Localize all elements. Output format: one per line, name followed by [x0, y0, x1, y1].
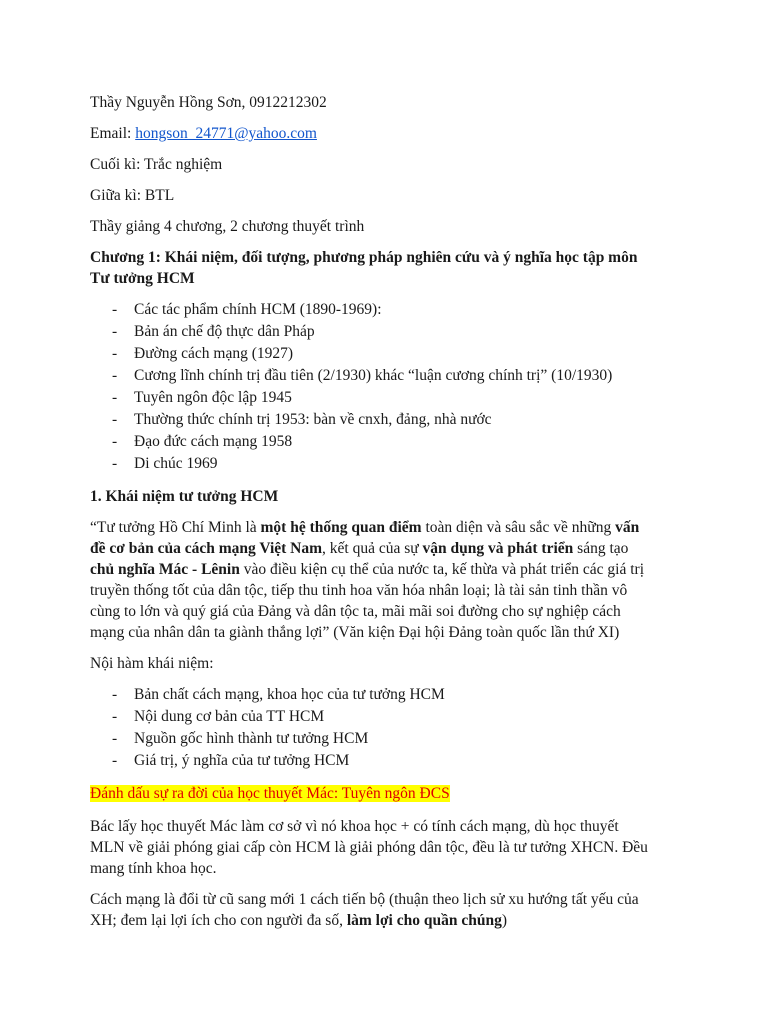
quote-bold: vấn	[615, 519, 640, 536]
list-item: - Nguồn gốc hình thành tư tưởng HCM	[134, 728, 688, 750]
connotation-label: Nội hàm khái niệm:	[90, 655, 214, 672]
quote-line-2	[90, 538, 688, 559]
final-exam-line: Cuối kì: Trắc nghiệm	[90, 156, 223, 173]
chapter1-title	[90, 247, 688, 289]
email-label: Email:	[90, 125, 136, 142]
quote-bold: vận dụng và phát triển	[422, 540, 574, 557]
paragraph-marx	[90, 816, 688, 879]
list-item: - Giá trị, ý nghĩa của tư tưởng HCM	[134, 750, 688, 772]
list-item: - Nội dung cơ bản của TT HCM	[134, 706, 688, 728]
highlight-line	[90, 783, 688, 804]
para2-line-1: Cách mạng là đổi từ cũ sang mới 1 cách tiến bộ (thuận theo lịch sử xu hướng tất yếu của	[90, 891, 639, 908]
connotation-list	[90, 684, 688, 772]
list-item: - Đạo đức cách mạng 1958	[134, 431, 688, 453]
para1-line-2: MLN về giải phóng giai cấp còn HCM là giải phóng dân tộc, đều là tư tưởng XHCN. Đều	[90, 839, 648, 856]
quote-text: toàn diện và sâu sắc về những	[421, 519, 616, 536]
chapter1-title-line2: Tư tưởng HCM	[90, 270, 195, 287]
para2-text: XH; đem lại lợi ích cho con người đa số,	[90, 912, 347, 929]
list-item: - Tuyên ngôn độc lập 1945	[134, 387, 688, 409]
quote-line-6: mạng của nhân dân ta giành thắng lợi” (Văn kiện Đại hội Đảng toàn quốc lần thứ XI)	[90, 624, 620, 641]
quote-bold: đề cơ bản của cách mạng Việt Nam	[90, 540, 323, 557]
list-item: - Bản chất cách mạng, khoa học của tư tưởng HCM	[134, 684, 688, 706]
para2-line-2	[90, 910, 688, 931]
list-item: - Các tác phẩm chính HCM (1890-1969):	[134, 299, 688, 321]
quote-line-5: cùng to lớn và quý giá của Đảng và dân tộc ta, mãi mãi soi đường cho sự nghiệp cách	[90, 603, 621, 620]
list-item: - Thường thức chính trị 1953: bàn về cnxh, đảng, nhà nước	[134, 409, 688, 431]
para2-text: )	[501, 912, 508, 929]
quote-text: “Tư tưởng Hồ Chí Minh là	[90, 519, 261, 536]
para1-line-1: Bác lấy học thuyết Mác làm cơ sở vì nó khoa học + có tính cách mạng, dù học thuyết	[90, 818, 619, 835]
para2-bold: làm lợi cho quần chúng	[346, 912, 502, 929]
quote-line-4: truyền thống tốt của dân tộc, tiếp thu tinh hoa văn hóa nhân loại; là tài sản tinh thần vô	[90, 582, 628, 599]
email-link[interactable]: hongson_24771@yahoo.com	[135, 125, 317, 142]
quote-text: sáng tạo	[573, 540, 629, 557]
list-item: - Cương lĩnh chính trị đầu tiên (2/1930) khác “luận cương chính trị” (10/1930)	[134, 365, 688, 387]
section1-title: 1. Khái niệm tư tưởng HCM	[90, 488, 279, 505]
quote-text: , kết quả của sự	[322, 540, 423, 557]
list-item: - Bản án chế độ thực dân Pháp	[134, 321, 688, 343]
list-item: - Di chúc 1969	[134, 453, 688, 475]
quote-line-3	[90, 559, 688, 580]
para1-line-3: mang tính khoa học.	[90, 860, 217, 877]
quote-bold: một hệ thống quan điểm	[260, 519, 422, 536]
quote-text: vào điều kiện cụ thể của nước ta, kế thừa và phát triển các giá trị	[239, 561, 645, 578]
teaching-line: Thầy giảng 4 chương, 2 chương thuyết trình	[90, 218, 365, 235]
email-line	[90, 123, 688, 144]
paragraph-revolution	[90, 889, 688, 931]
definition-quote	[90, 517, 688, 643]
teacher-line: Thầy Nguyễn Hồng Sơn, 0912212302	[90, 94, 327, 111]
midterm-line: Giữa kì: BTL	[90, 187, 175, 204]
works-list	[90, 299, 688, 475]
quote-line-1	[90, 517, 688, 538]
chapter1-title-line1: Chương 1: Khái niệm, đối tượng, phương pháp nghiên cứu và ý nghĩa học tập môn	[90, 249, 638, 266]
list-item: - Đường cách mạng (1927)	[134, 343, 688, 365]
highlighted-text: Đánh dấu sự ra đời của học thuyết Mác: Tuyên ngôn ĐCS	[90, 785, 450, 802]
quote-bold: chủ nghĩa Mác - Lênin	[90, 561, 240, 578]
